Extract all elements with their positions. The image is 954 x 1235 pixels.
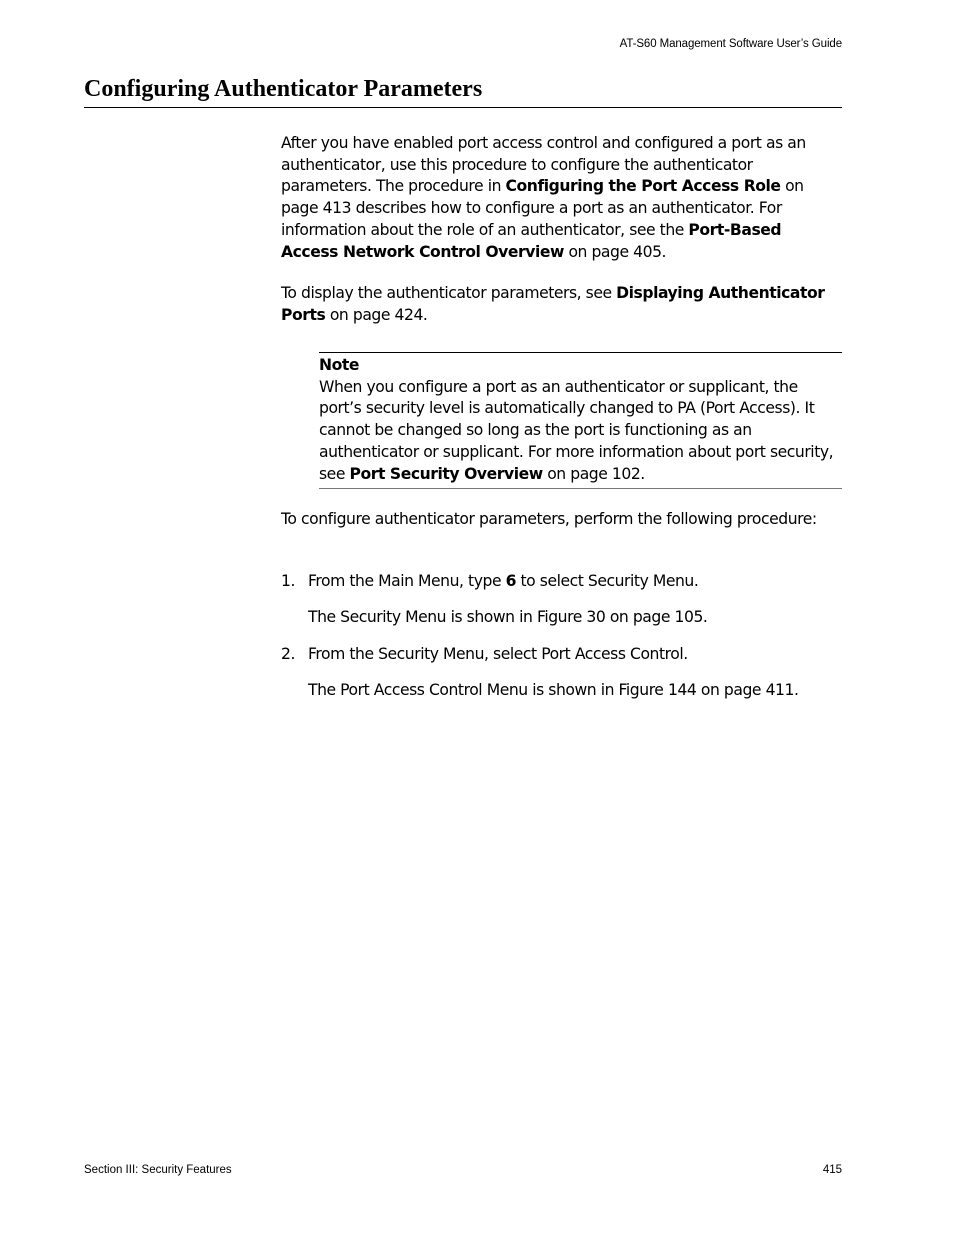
para-text: To configure authenticator parameters, perform the following procedure:	[281, 510, 817, 528]
section-title: Configuring Authenticator Parameters	[84, 76, 842, 108]
step-number: 1.	[281, 572, 295, 590]
note-box	[319, 352, 842, 489]
display-paragraph	[281, 283, 843, 326]
note-title: Note	[319, 356, 359, 374]
step-result: The Security Menu is shown in Figure 30 on page 105.	[308, 608, 708, 626]
procedure-intro	[281, 509, 843, 531]
note-text: on page 102.	[542, 464, 645, 483]
page-number: 415	[822, 1164, 842, 1176]
cross-reference-link[interactable]: Port Security Overview	[349, 464, 543, 483]
step-result: The Port Access Control Menu is shown in Figure 144 on page 411.	[308, 681, 799, 699]
para-text: After you have enabled port access control and configured a port as an authenticator, use this procedure to configure the authenticator parameters. The procedure in	[281, 134, 806, 196]
cross-reference-link[interactable]: Configuring the Port Access Role	[505, 177, 781, 196]
step-text: From the Main Menu, type 6 to select Security Menu.	[308, 572, 699, 590]
intro-paragraph	[281, 133, 843, 263]
step-number: 2.	[281, 645, 295, 663]
step-text: From the Security Menu, select Port Access Control.	[308, 645, 688, 663]
running-header: AT-S60 Management Software User’s Guide	[619, 38, 842, 50]
footer-section: Section III: Security Features	[84, 1164, 232, 1176]
para-text: on page 405.	[563, 242, 667, 261]
note-text: When you configure a port as an authenticator or supplicant, the port’s security level is automatically changed to PA (Port Access). It cannot be changed so long as the port is functioning as an authenticator or supplicant. For more information about port security, see	[319, 377, 834, 483]
para-text: on page 413 describes how to configure a port as an authenticator. For information about the role of an authenticator, see the	[281, 177, 804, 239]
cross-reference-link[interactable]: Displaying Authenticator Ports	[281, 284, 825, 324]
para-text: To display the authenticator parameters, see	[281, 284, 617, 302]
para-text: on page 424.	[325, 305, 428, 324]
step-key: 6	[505, 572, 516, 590]
cross-reference-link[interactable]: Port-Based Access Network Control Overview	[281, 220, 782, 261]
